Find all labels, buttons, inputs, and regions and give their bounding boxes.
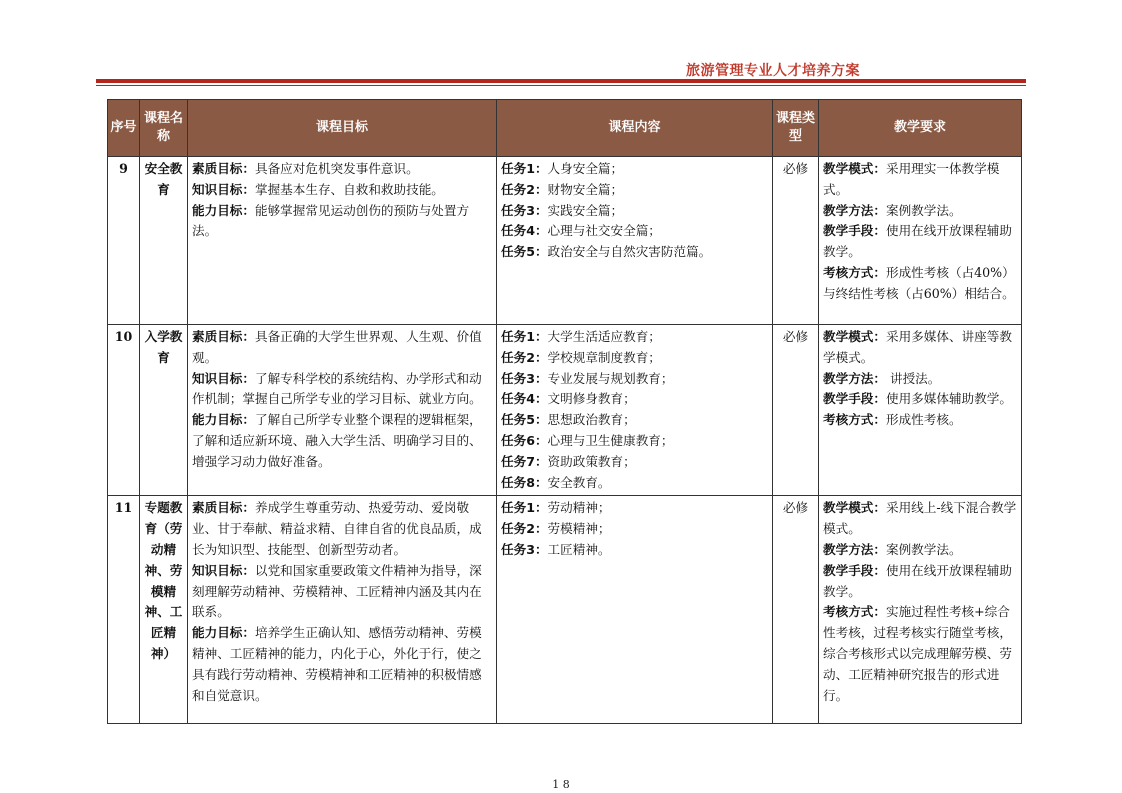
objective-item: 素质目标：养成学生尊重劳动、热爱劳动、爱岗敬业、甘于奉献、精益求精、自律自省的优良品质，成长为知识型、技能型、创新型劳动者。: [192, 500, 482, 557]
requirement-item: 教学手段：使用多媒体辅助教学。: [823, 391, 1012, 407]
row-seq: 11: [108, 496, 140, 724]
objective-item: 能力目标：能够掌握常见运动创伤的预防与处置方法。: [192, 202, 470, 239]
row-course-type: 必修: [773, 157, 819, 325]
objective-item: 能力目标：了解自己所学专业整个课程的逻辑框架，了解和适应新环境、融入大学生活、明确学习目的、增强学习动力做好准备。: [192, 412, 482, 469]
objective-item: 素质目标：具备正确的大学生世界观、人生观、价值观。: [192, 329, 482, 365]
page-number: 1 8: [552, 778, 570, 791]
table-row: [108, 496, 1022, 724]
document-header-title: 旅游管理专业人才培养方案: [686, 63, 860, 79]
content-item: 任务2：劳模精神；: [501, 521, 611, 537]
objective-item: 知识目标：了解专科学校的系统结构、办学形式和动作机制；掌握自己所学专业的学习目标、就业方向。: [192, 370, 482, 407]
content-item: 任务3：工匠精神。: [501, 541, 611, 557]
requirement-item: 教学手段：使用在线开放课程辅助教学。: [823, 223, 1012, 260]
header-requirements: 教学要求: [819, 100, 1022, 157]
content-item: 任务3：实践安全篇；: [501, 202, 624, 218]
content-item: 任务5：思想政治教育；: [501, 412, 636, 428]
content-item: 任务6：心理与卫生健康教育；: [501, 432, 674, 448]
row-course-name: 专题教育（劳动精神、劳模精神、工匠精神）: [140, 496, 188, 724]
requirement-item: 教学方法：案例教学法。: [823, 541, 962, 557]
row-course-type: 必修: [773, 325, 819, 496]
content-item: 任务8：安全教育。: [501, 474, 611, 490]
table-row: [108, 157, 1022, 325]
header-rule-thick: [96, 79, 1026, 83]
curriculum-table: [107, 99, 1022, 724]
content-item: 任务1：人身安全篇；: [501, 161, 624, 176]
row-objectives: [188, 325, 497, 496]
requirement-item: 教学模式：采用多媒体、讲座等教学模式。: [823, 329, 1012, 365]
row-seq: 9: [108, 157, 140, 325]
row-course-type: 必修: [773, 496, 819, 724]
row-content: [497, 496, 773, 724]
row-requirements: [819, 496, 1022, 724]
content-item: 任务4：心理与社交安全篇；: [501, 223, 661, 239]
content-item: 任务7：资助政策教育；: [501, 453, 636, 469]
objective-item: 能力目标：培养学生正确认知、感悟劳动精神、劳模精神、工匠精神的能力，内化于心，外化于行，使之具有践行劳动精神、劳模精神和工匠精神的积极情感和自觉意识。: [192, 625, 482, 703]
row-seq: 10: [108, 325, 140, 496]
content-item: 任务5：政治安全与自然灾害防范篇。: [501, 244, 712, 260]
requirement-item: 考核方式：形成性考核。: [823, 412, 962, 428]
requirement-item: 教学模式：采用线上-线下混合教学模式。: [823, 500, 1017, 537]
requirement-item: 教学手段：使用在线开放课程辅助教学。: [823, 562, 1012, 599]
content-item: 任务4：文明修身教育；: [501, 391, 636, 407]
content-item: 任务2：学校规章制度教育；: [501, 349, 661, 365]
row-objectives: [188, 157, 497, 325]
row-objectives: [188, 496, 497, 724]
content-item: 任务2：财物安全篇；: [501, 181, 624, 197]
requirement-item: 教学模式：采用理实一体教学模式。: [823, 161, 1000, 197]
objective-item: 知识目标：以党和国家重要政策文件精神为指导，深刻理解劳动精神、劳模精神、工匠精神内涵及其内在联系。: [192, 562, 482, 620]
row-requirements: [819, 325, 1022, 496]
content-item: 任务1：大学生活适应教育；: [501, 329, 661, 344]
header-seq: 序号: [108, 100, 140, 157]
content-item: 任务1：劳动精神；: [501, 500, 611, 516]
row-course-name: 安全教育: [140, 157, 188, 325]
header-course-type: 课程类型: [773, 100, 819, 157]
table-header-row: [108, 100, 1022, 157]
header-content: 课程内容: [497, 100, 773, 157]
header-rule-thin: [96, 85, 1026, 86]
table-row: [108, 325, 1022, 496]
content-item: 任务3：专业发展与规划教育；: [501, 370, 674, 386]
header-objectives: 课程目标: [188, 100, 497, 157]
row-content: [497, 325, 773, 496]
header-course-name: 课程名称: [140, 100, 188, 157]
requirement-item: 教学方法： 讲授法。: [823, 370, 941, 386]
objective-item: 知识目标：掌握基本生存、自救和救助技能。: [192, 181, 444, 197]
requirement-item: 考核方式：实施过程性考核+综合性考核，过程考核实行随堂考核，综合考核形式以完成理解劳模、劳动、工匠精神研究报告的形式进行。: [823, 604, 1012, 703]
row-requirements: [819, 157, 1022, 325]
row-course-name: 入学教育: [140, 325, 188, 496]
requirement-item: 教学方法：案例教学法。: [823, 202, 962, 218]
objective-item: 素质目标：具备应对危机突发事件意识。: [192, 161, 419, 176]
requirement-item: 考核方式：形成性考核（占40%）与终结性考核（占60%）相结合。: [823, 264, 1015, 301]
row-content: [497, 157, 773, 325]
